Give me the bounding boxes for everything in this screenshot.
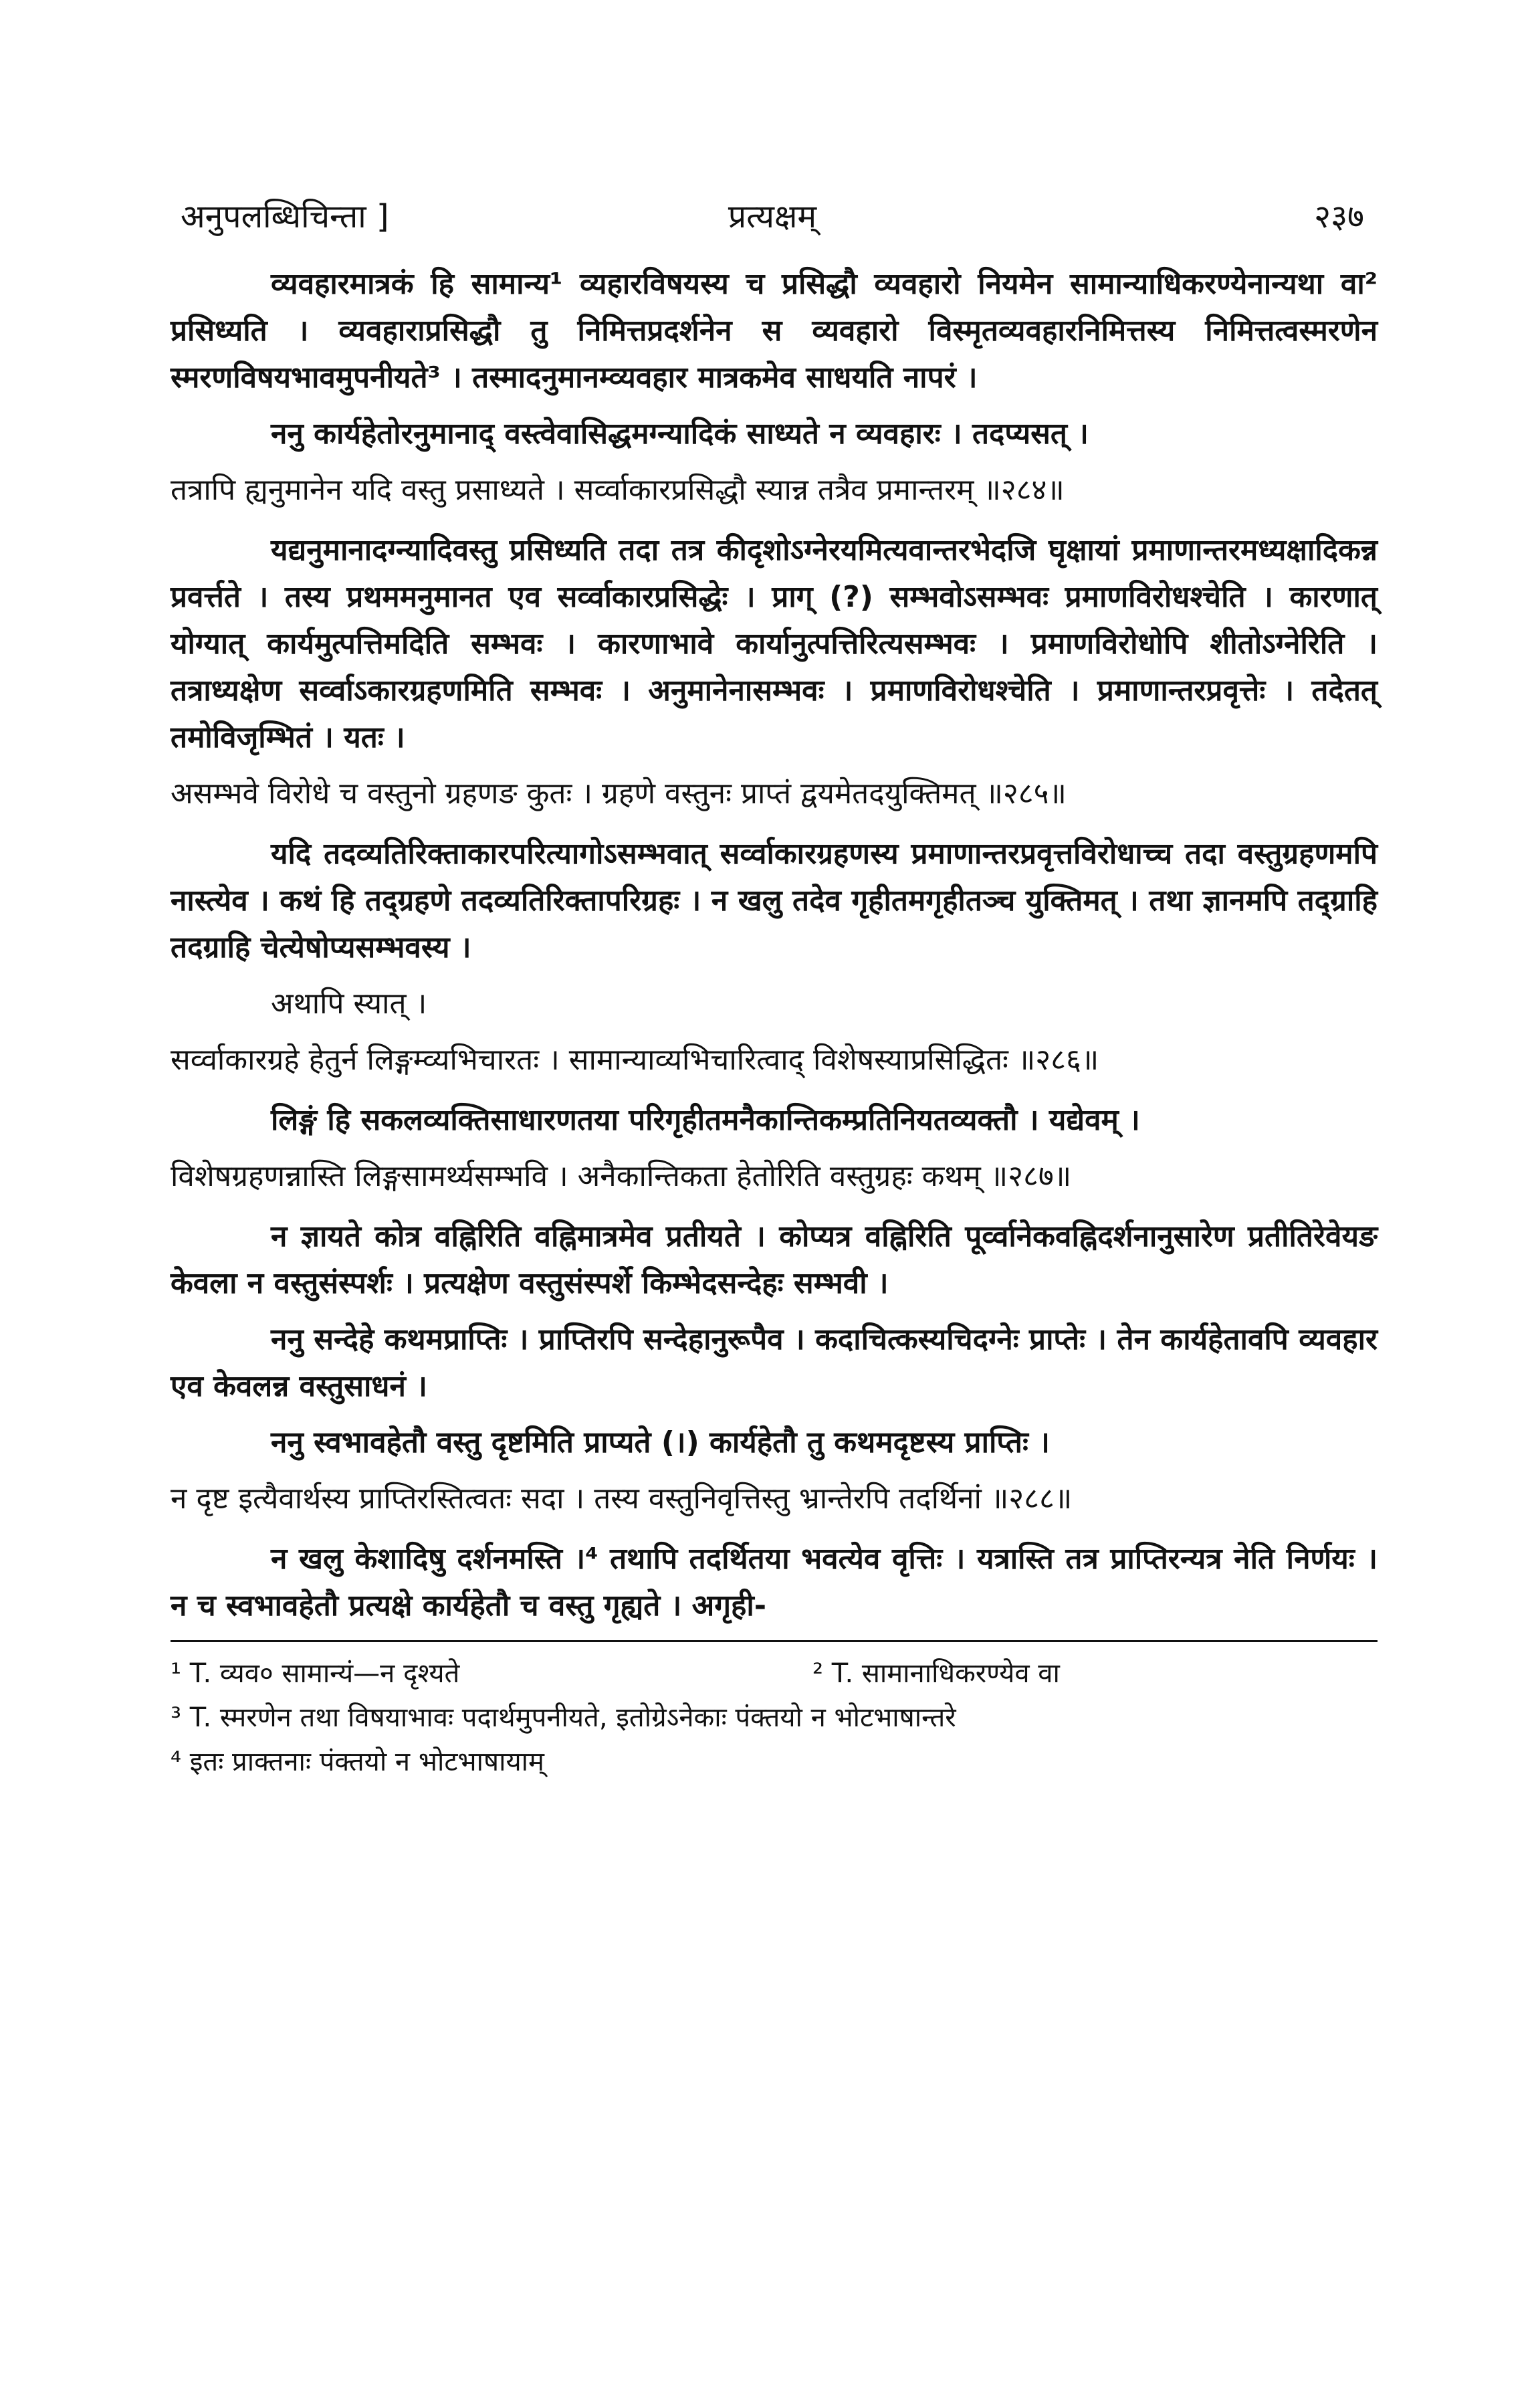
paragraph: न ज्ञायते कोत्र वह्निरिति वह्निमात्रमेव प्रतीयते । कोप्यत्र वह्निरिति पूर्व्वानेकवह्निदर्शनानुसारेण प्रतीतिरेवेयङ केवला न वस्तुसंस्पर्शः । प्रत्यक्षेण वस्तुसंस्पर्शे किम्भेदसन्देहः सम्भवी ।	[171, 1219, 1378, 1300]
verse-288: न दृष्ट इत्यैवार्थस्य प्राप्तिरस्तित्वतः सदा । तस्य वस्तुनिवृत्तिस्तु भ्रान्तेरपि तदर्थिनां ॥२८८॥	[171, 1482, 1073, 1516]
footnote-divider	[171, 1640, 1378, 1642]
footnote: ³ T. स्मरणेन तथा विषयाभावः पदार्थमुपनीयते, इतोग्रेऽनेकाः पंक्तयो न भोटभाषान्तरे	[171, 1702, 956, 1733]
paragraph: यद्यनुमानादग्न्यादिवस्तु प्रसिध्यति तदा तत्र कीदृशोऽग्नेरयमित्यवान्तरभेदजि घृक्षायां प्रमाणान्तरमध्यक्षादिकन्न प्रवर्त्तते । तस्य प्रथममनुमानत एव सर्व्वाकारप्रसिद्धेः । प्राग् (?) सम्भवोऽसम्भवः प्रमाणविरोधश्चेति । कारणात् योग्यात् कार्यमुत्पत्तिमदिति सम्भवः । कारणाभावे कार्यानुत्पत्तिरित्यसम्भवः । प्रमाणविरोधोपि शीतोऽग्नेरिति । तत्राध्यक्षेण सर्व्वाऽकारग्रहणमिति सम्भवः । अनुमानेनासम्भवः । प्रमाणविरोधश्चेति । प्रमाणान्तरप्रवृत्तेः । तदेतत् तमोविजृम्भितं । यतः ।	[171, 533, 1378, 755]
paragraph: यदि तदव्यतिरिक्ताकारपरित्यागोऽसम्भवात् सर्व्वाकारग्रहणस्य प्रमाणान्तरप्रवृत्तविरोधाच्च तदा वस्तुग्रहणमपि नास्त्येव । कथं हि तद्ग्रहणे तदव्यतिरिक्तापरिग्रहः । न खलु तदेव गृहीतमगृहीतञ्च युक्तिमत् । तथा ज्ञानमपि तद्ग्राहि तदग्राहि चेत्येषोप्यसम्भवस्य ।	[171, 837, 1378, 965]
verse-284: तत्रापि ह्यनुमानेन यदि वस्तु प्रसाध्यते । सर्व्वाकारप्रसिद्धौ स्यान्न तत्रैव प्रमान्तरम् ॥२८४॥	[171, 473, 1065, 507]
section-title: अनुपलब्धिचिन्ता ]	[181, 198, 389, 235]
paragraph: ननु स्वभावहेतौ वस्तु दृष्टमिति प्राप्यते (।) कार्यहेतौ तु कथमदृष्टस्य प्राप्तिः ।	[271, 1425, 1050, 1460]
verse-285: असम्भवे विरोधे च वस्तुनो ग्रहणङ कुतः । ग्रहणे वस्तुनः प्राप्तं द्वयमेतदयुक्तिमत् ॥२८५॥	[171, 777, 1067, 811]
page-number: २३७	[1314, 198, 1364, 235]
verse-286: सर्व्वाकारग्रहे हेतुर्न लिङ्गम्व्यभिचारतः । सामान्याव्यभिचारित्वाद् विशेषस्याप्रसिद्धितः ॥२८६॥	[171, 1043, 1099, 1077]
paragraph: लिङ्गं हि सकलव्यक्तिसाधारणतया परिगृहीतमनैकान्तिकम्प्रतिनियतव्यक्तौ । यद्येवम् ।	[271, 1103, 1140, 1137]
footnote: ⁴ इतः प्राक्तनाः पंक्तयो न भोटभाषायाम्	[171, 1746, 544, 1777]
paragraph: न खलु केशादिषु दर्शनमस्ति ।⁴ तथापि तदर्थितया भवत्येव वृत्तिः । यत्रास्ति तत्र प्राप्तिरन्यत्र नेति निर्णयः । न च स्वभावहेतौ प्रत्यक्षे कार्यहेतौ च वस्तु गृह्यते । अगृही-	[171, 1542, 1378, 1623]
paragraph: ननु कार्यहेतोरनुमानाद् वस्त्वेवासिद्धमग्न्यादिकं साध्यते न व्यवहारः । तदप्यसत् ।	[271, 417, 1089, 451]
main-text	[171, 261, 1378, 1784]
footnote-row	[171, 1651, 1378, 1696]
footnote: ² T. सामानाधिकरण्येव वा	[812, 1658, 1060, 1689]
chapter-title: प्रत्यक्षम्	[728, 198, 817, 235]
paragraph: ननु सन्देहे कथमप्राप्तिः । प्राप्तिरपि सन्देहानुरूपैव । कदाचित्कस्यचिदग्नेः प्राप्तेः । तेन कार्यहेतावपि व्यवहार एव केवलन्न वस्तुसाधनं ।	[171, 1322, 1378, 1403]
footnote: ¹ T. व्यव० सामान्यं—न दृश्यते	[171, 1658, 460, 1689]
paragraph: व्यवहारमात्रकं हि सामान्य¹ व्यहारविषयस्य च प्रसिद्धौ व्यवहारो नियमेन सामान्याधिकरण्येनान्यथा वा² प्रसिध्यति । व्यवहाराप्रसिद्धौ तु निमित्तप्रदर्शनेन स व्यवहारो विस्मृतव्यवहारनिमित्तस्य निमित्तत्वस्मरणेन स्मरणविषयभावमुपनीयते³ । तस्मादनुमानम्व्यवहार मात्रकमेव साधयति नापरं ।	[171, 267, 1378, 395]
running-header	[181, 194, 1364, 247]
paragraph: अथापि स्यात् ।	[271, 987, 427, 1021]
verse-287: विशेषग्रहणन्नास्ति लिङ्गसामर्थ्यसम्भवि । अनैकान्तिकता हेतोरिति वस्तुग्रहः कथम् ॥२८७॥	[171, 1159, 1072, 1193]
